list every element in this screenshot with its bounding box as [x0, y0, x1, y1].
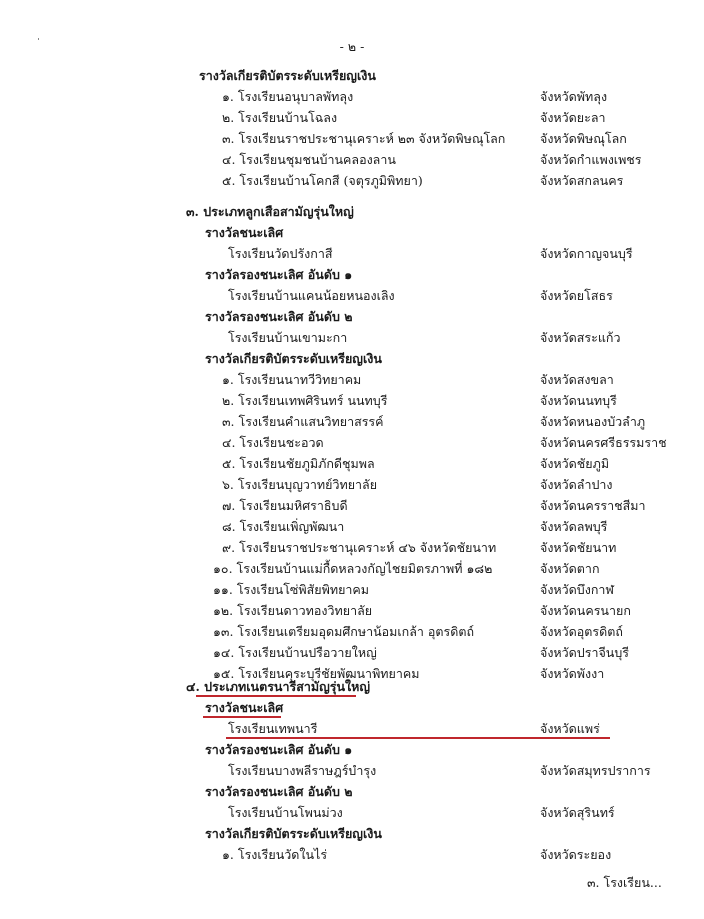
school-row: [0, 327, 704, 348]
province-name: จังหวัดยะลา: [540, 110, 606, 125]
heading-text: รางวัลรองชนะเลิศ อันดับ ๒: [205, 309, 353, 324]
school-row: [0, 432, 704, 453]
school-row: [0, 642, 704, 663]
province-name: จังหวัดอุตรดิตถ์: [540, 624, 623, 639]
province-name: จังหวัดสงขลา: [540, 372, 614, 387]
province-name: จังหวัดชัยนาท: [540, 540, 617, 555]
heading-text: ๔. ประเภทเนตรนารีสามัญรุ่นใหญ่: [186, 679, 370, 694]
school-name: โรงเรียนบ้านแคนน้อยหนองเลิง: [228, 288, 395, 303]
continuation-line: [0, 872, 704, 893]
section-heading: [0, 65, 704, 86]
school-row: [0, 128, 704, 149]
school-name: ๑. โรงเรียนวัดในไร่: [222, 847, 328, 862]
school-name: โรงเรียนบางพลีราษฎร์บำรุง: [228, 763, 377, 778]
school-name: โรงเรียนเทพนารี: [228, 721, 318, 736]
province-name: จังหวัดกำแพงเพชร: [540, 152, 642, 167]
province-name: จังหวัดพังงา: [540, 666, 605, 681]
school-row: [0, 718, 704, 739]
continuation-text: ๓. โรงเรียน...: [587, 875, 662, 890]
school-name: โรงเรียนวัดปรังกาสี: [228, 246, 333, 261]
province-name: จังหวัดยโสธร: [540, 288, 613, 303]
heading-text: ๓. ประเภทลูกเสือสามัญรุ่นใหญ่: [186, 204, 354, 219]
province-name: จังหวัดหนองบัวลำภู: [540, 414, 646, 429]
section-heading: [0, 781, 704, 802]
school-name: ๔. โรงเรียนชะอวด: [222, 435, 324, 450]
province-name: จังหวัดสุรินทร์: [540, 805, 615, 820]
school-row: [0, 802, 704, 823]
section-heading: [0, 823, 704, 844]
province-name: จังหวัดสกลนคร: [540, 173, 624, 188]
school-name: โรงเรียนบ้านเขามะกา: [228, 330, 348, 345]
school-row: [0, 621, 704, 642]
school-row: [0, 516, 704, 537]
school-row: [0, 537, 704, 558]
section-heading: [0, 306, 704, 327]
province-name: จังหวัดนนทบุรี: [540, 393, 617, 408]
school-name: ๑๑. โรงเรียนโซ่พิสัยพิทยาคม: [213, 582, 370, 597]
school-row: [0, 474, 704, 495]
school-name: ๕. โรงเรียนชัยภูมิภักดีชุมพล: [222, 456, 375, 471]
school-name: ๗. โรงเรียนมหิศราธิบดี: [222, 498, 348, 513]
school-row: [0, 453, 704, 474]
province-name: จังหวัดตาก: [540, 561, 600, 576]
province-name: จังหวัดปราจีนบุรี: [540, 645, 629, 660]
section-heading: [0, 201, 704, 222]
province-name: จังหวัดแพร่: [540, 721, 600, 736]
school-row: [0, 285, 704, 306]
province-name: จังหวัดชัยภูมิ: [540, 456, 610, 471]
province-name: จังหวัดลพบุรี: [540, 519, 608, 534]
section-heading: [0, 739, 704, 760]
school-name: ๑. โรงเรียนนาทวีวิทยาคม: [222, 372, 362, 387]
school-name: ๓. โรงเรียนราชประชานุเคราะห์ ๒๓ จังหวัดพิษณุโลก: [222, 131, 506, 146]
province-name: จังหวัดนครศรีธรรมราช: [540, 435, 667, 450]
province-name: จังหวัดพัทลุง: [540, 89, 608, 104]
school-name: ๑๐. โรงเรียนบ้านแม่กื้ดหลวงกัญไชยมิตรภาพที่ ๑๘๒: [213, 561, 493, 576]
school-name: ๓. โรงเรียนคำแสนวิทยาสรรค์: [222, 414, 384, 429]
heading-text: รางวัลเกียรติบัตรระดับเหรียญเงิน: [199, 68, 376, 83]
page-number: - ๒ -: [339, 39, 365, 54]
school-row: [0, 170, 704, 191]
heading-text: รางวัลเกียรติบัตรระดับเหรียญเงิน: [205, 826, 382, 841]
school-row: [0, 107, 704, 128]
school-name: ๒. โรงเรียนเทพศิรินทร์ นนทบุรี: [222, 393, 388, 408]
school-name: ๔. โรงเรียนชุมชนบ้านคลองลาน: [222, 152, 396, 167]
red-underline-winner-heading: [203, 716, 281, 718]
heading-text: รางวัลรองชนะเลิศ อันดับ ๒: [205, 784, 353, 799]
school-row: [0, 579, 704, 600]
school-row: [0, 600, 704, 621]
school-name: ๒. โรงเรียนบ้านโฉลง: [222, 110, 338, 125]
school-name: ๙. โรงเรียนราชประชานุเคราะห์ ๔๖ จังหวัดชัยนาท: [222, 540, 497, 555]
school-name: ๑. โรงเรียนอนุบาลพัทลุง: [222, 89, 354, 104]
school-row: [0, 390, 704, 411]
section-heading: [0, 264, 704, 285]
school-name: ๘. โรงเรียนเพิ่ญพัฒนา: [222, 519, 345, 534]
school-name: ๑๓. โรงเรียนเตรียมอุดมศึกษาน้อมเกล้า อุตรดิตถ์: [213, 624, 475, 639]
province-name: จังหวัดกาญจนบุรี: [540, 246, 633, 261]
section-heading: [0, 697, 704, 718]
red-underline-category: [196, 695, 356, 697]
section-heading: [0, 222, 704, 243]
school-name: ๖. โรงเรียนบุญวาทย์วิทยาลัย: [222, 477, 378, 492]
school-name: ๑๔. โรงเรียนบ้านปรือวายใหญ่: [213, 645, 377, 660]
province-name: จังหวัดระยอง: [540, 847, 612, 862]
province-name: จังหวัดบึงกาฬ: [540, 582, 614, 597]
school-row: [0, 243, 704, 264]
red-underline-winner-row: [226, 737, 610, 739]
school-name: ๑๒. โรงเรียนดาวทองวิทยาลัย: [213, 603, 373, 618]
heading-text: รางวัลเกียรติบัตรระดับเหรียญเงิน: [205, 351, 382, 366]
section-heading: [0, 676, 704, 697]
school-name: โรงเรียนบ้านโพนม่วง: [228, 805, 343, 820]
province-name: จังหวัดนครราชสีมา: [540, 498, 646, 513]
school-row: [0, 844, 704, 865]
province-name: จังหวัดลำปาง: [540, 477, 613, 492]
school-row: [0, 760, 704, 781]
province-name: จังหวัดสมุทรปราการ: [540, 763, 651, 778]
section-heading: [0, 348, 704, 369]
school-row: [0, 558, 704, 579]
province-name: จังหวัดนครนายก: [540, 603, 631, 618]
heading-text: รางวัลชนะเลิศ: [205, 700, 284, 715]
page-number-line: [0, 36, 704, 57]
school-name: ๕. โรงเรียนบ้านโคกสี (จตุรภูมิพิทยา): [222, 173, 423, 188]
school-name: ๑๕. โรงเรียนคุระบุรีชัยพัฒนาพิทยาคม: [213, 666, 420, 681]
heading-text: รางวัลรองชนะเลิศ อันดับ ๑: [205, 267, 353, 282]
school-row: [0, 411, 704, 432]
school-row: [0, 369, 704, 390]
province-name: จังหวัดสระแก้ว: [540, 330, 621, 345]
school-row: [0, 86, 704, 107]
school-row: [0, 495, 704, 516]
heading-text: รางวัลรองชนะเลิศ อันดับ ๑: [205, 742, 353, 757]
school-row: [0, 149, 704, 170]
province-name: จังหวัดพิษณุโลก: [540, 131, 627, 146]
heading-text: รางวัลชนะเลิศ: [205, 225, 284, 240]
